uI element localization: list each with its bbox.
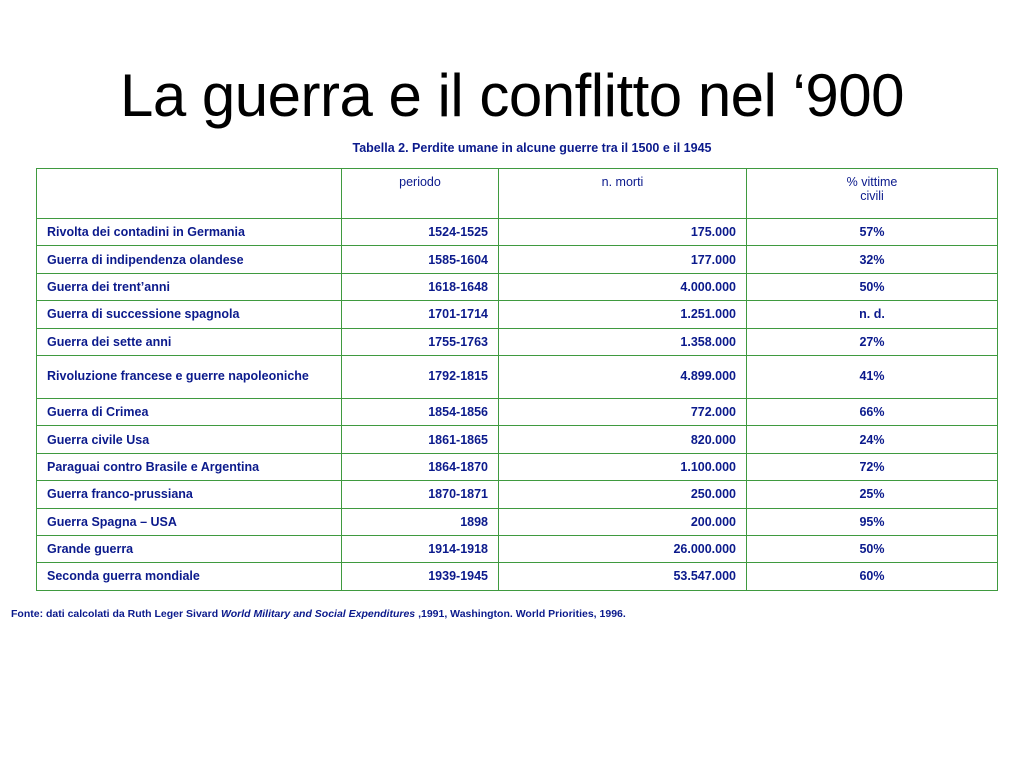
cell-name: Grande guerra bbox=[37, 535, 342, 562]
table-caption: Tabella 2. Perdite umane in alcune guerre tra il 1500 e il 1945 bbox=[352, 141, 712, 155]
table-row bbox=[37, 453, 998, 480]
cell-name: Guerra di indipendenza olandese bbox=[37, 246, 342, 273]
cell-periodo: 1792-1815 bbox=[342, 355, 499, 398]
cell-vittime: 95% bbox=[747, 508, 998, 535]
table-row bbox=[37, 219, 998, 246]
cell-name: Guerra civile Usa bbox=[37, 426, 342, 453]
header-vittime bbox=[747, 169, 998, 219]
cell-vittime: 27% bbox=[747, 328, 998, 355]
cell-morti: 53.547.000 bbox=[499, 563, 747, 590]
cell-periodo: 1939-1945 bbox=[342, 563, 499, 590]
cell-periodo: 1864-1870 bbox=[342, 453, 499, 480]
cell-periodo: 1898 bbox=[342, 508, 499, 535]
cell-vittime: 24% bbox=[747, 426, 998, 453]
cell-morti: 4.899.000 bbox=[499, 355, 747, 398]
cell-morti: 1.251.000 bbox=[499, 301, 747, 328]
cell-periodo: 1861-1865 bbox=[342, 426, 499, 453]
table-row bbox=[37, 535, 998, 562]
cell-morti: 200.000 bbox=[499, 508, 747, 535]
header-blank bbox=[37, 169, 342, 219]
cell-vittime: 50% bbox=[747, 273, 998, 300]
cell-name: Seconda guerra mondiale bbox=[37, 563, 342, 590]
cell-vittime: 60% bbox=[747, 563, 998, 590]
cell-morti: 175.000 bbox=[499, 219, 747, 246]
table-row bbox=[37, 508, 998, 535]
cell-periodo: 1755-1763 bbox=[342, 328, 499, 355]
table-body bbox=[37, 219, 998, 591]
cell-periodo: 1914-1918 bbox=[342, 535, 499, 562]
footnote-work-title: World Military and Social Expenditures bbox=[221, 608, 416, 620]
table-row bbox=[37, 355, 998, 398]
cell-name: Rivolta dei contadini in Germania bbox=[37, 219, 342, 246]
cell-vittime: 32% bbox=[747, 246, 998, 273]
cell-morti: 772.000 bbox=[499, 398, 747, 425]
header-vittime-line1: % vittime bbox=[846, 175, 898, 189]
footnote-prefix: Fonte: dati calcolati da Ruth Leger Sivard bbox=[11, 608, 222, 620]
table-row bbox=[37, 563, 998, 590]
cell-name: Guerra Spagna – USA bbox=[37, 508, 342, 535]
cell-name: Guerra dei sette anni bbox=[37, 328, 342, 355]
cell-vittime: 25% bbox=[747, 481, 998, 508]
war-casualties-table bbox=[36, 168, 998, 591]
cell-vittime: 50% bbox=[747, 535, 998, 562]
cell-periodo: 1585-1604 bbox=[342, 246, 499, 273]
cell-periodo: 1854-1856 bbox=[342, 398, 499, 425]
table-row bbox=[37, 301, 998, 328]
cell-morti: 177.000 bbox=[499, 246, 747, 273]
cell-name: Guerra di successione spagnola bbox=[37, 301, 342, 328]
cell-name: Guerra franco-prussiana bbox=[37, 481, 342, 508]
table-row bbox=[37, 481, 998, 508]
table-row bbox=[37, 398, 998, 425]
table-row bbox=[37, 328, 998, 355]
cell-name: Guerra dei trent’anni bbox=[37, 273, 342, 300]
table-header-row bbox=[37, 169, 998, 219]
cell-morti: 26.000.000 bbox=[499, 535, 747, 562]
cell-morti: 250.000 bbox=[499, 481, 747, 508]
cell-periodo: 1618-1648 bbox=[342, 273, 499, 300]
header-vittime-line2: civili bbox=[860, 189, 884, 203]
cell-periodo: 1524-1525 bbox=[342, 219, 499, 246]
header-periodo: periodo bbox=[342, 169, 499, 219]
cell-vittime: n. d. bbox=[747, 301, 998, 328]
cell-name: Rivoluzione francese e guerre napoleoniche bbox=[37, 355, 342, 398]
table-row bbox=[37, 246, 998, 273]
cell-morti: 1.100.000 bbox=[499, 453, 747, 480]
cell-periodo: 1870-1871 bbox=[342, 481, 499, 508]
cell-name: Guerra di Crimea bbox=[37, 398, 342, 425]
cell-vittime: 72% bbox=[747, 453, 998, 480]
cell-vittime: 66% bbox=[747, 398, 998, 425]
header-morti: n. morti bbox=[499, 169, 747, 219]
cell-morti: 1.358.000 bbox=[499, 328, 747, 355]
source-footnote bbox=[11, 608, 626, 620]
cell-vittime: 57% bbox=[747, 219, 998, 246]
table-row bbox=[37, 426, 998, 453]
cell-morti: 4.000.000 bbox=[499, 273, 747, 300]
table-row bbox=[37, 273, 998, 300]
footnote-suffix: ,1991, Washington. World Priorities, 1996. bbox=[415, 608, 626, 620]
cell-name: Paraguai contro Brasile e Argentina bbox=[37, 453, 342, 480]
cell-vittime: 41% bbox=[747, 355, 998, 398]
cell-periodo: 1701-1714 bbox=[342, 301, 499, 328]
cell-morti: 820.000 bbox=[499, 426, 747, 453]
slide-title: La guerra e il conflitto nel ‘900 bbox=[119, 62, 904, 129]
